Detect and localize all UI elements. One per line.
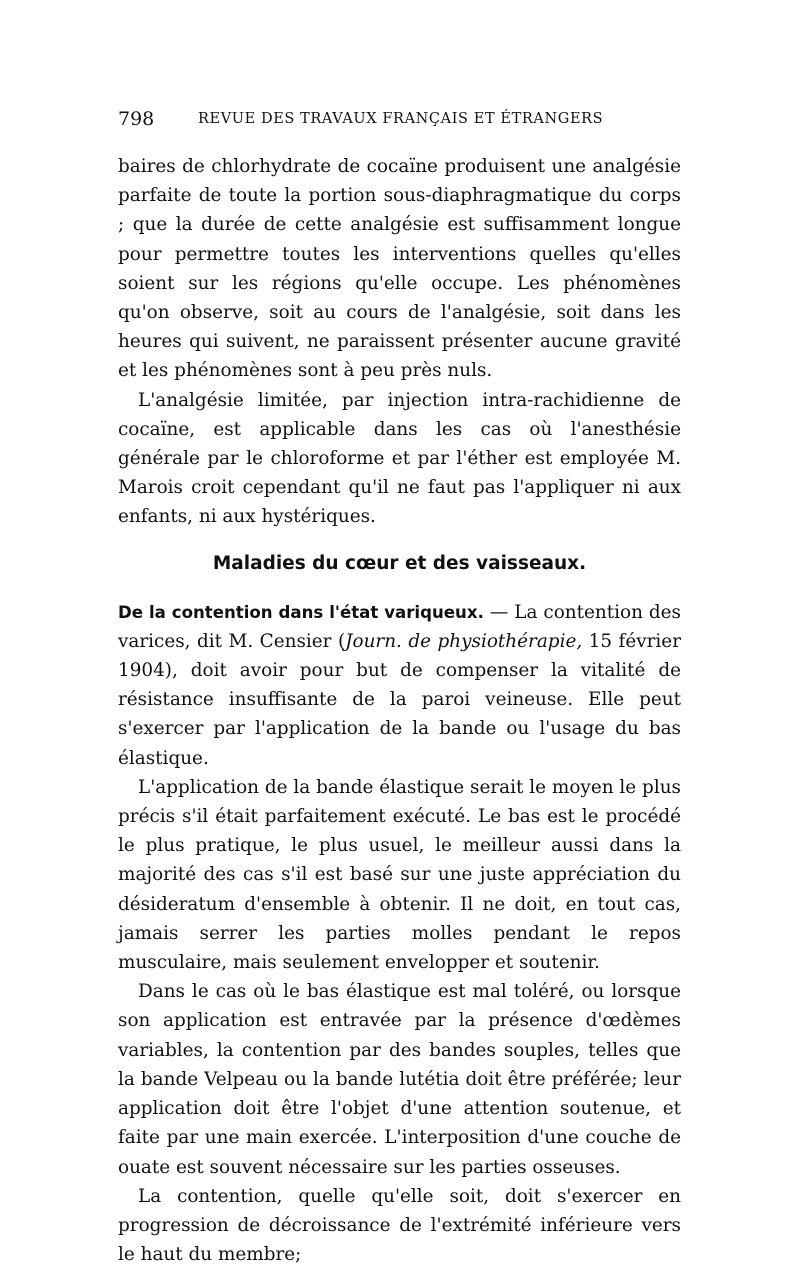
running-title: REVUE DES TRAVAUX FRANÇAIS ET ÉTRANGERS — [198, 111, 604, 127]
body-text — [118, 152, 681, 1269]
paragraph-contention: La contention, quelle qu'elle soit, doit s'exercer en progression de décroissance de l'extrémité inférieure vers le haut du membre; — [118, 1185, 681, 1266]
running-head — [118, 108, 681, 136]
paragraph-bas-elastique: Dans le cas où le bas élastique est mal toléré, ou lorsque son application est entravée par la présence d'œdèmes variables, la contention par des bandes souples, telles que la bande Velpeau ou la bande lutétia doit être préférée; leur application doit être l'objet d'une attention soutenue, et faite par une main exercée. L'interposition d'une couche de ouate est souvent nécessaire sur les parties osseuses. — [118, 981, 681, 1178]
article-subhead: De la contention dans l'état variqueux. — [118, 602, 484, 622]
citation-journal: Journ. de physiothérapie, — [345, 630, 583, 652]
paragraph-bande-elastique: L'application de la bande élastique serait le moyen le plus précis s'il était parfaitement exécuté. Le bas est le procédé le plus pratique, le plus usuel, le meilleur aussi dans la majorité des cas s'il est basé sur une juste appréciation du désideratum d'ensemble à obtenir. Il ne doit, en tout cas, jamais serrer les parties molles pendant le repos musculaire, mais seulement envelopper et soutenir. — [118, 776, 681, 974]
article-lead-before-citation: — La contention des varices, dit M. Censier ( — [118, 601, 681, 652]
article-lead-after-citation: 15 février 1904), doit avoir pour but de compenser la vitalité de résistance insuffisante de la paroi veineuse. Elle peut s'exercer par l'application de la bande ou l'usage du bas élastique. — [118, 630, 681, 769]
section-heading: Maladies du cœur et des vaisseaux. — [212, 552, 587, 574]
article-lead-paragraph — [118, 598, 681, 773]
journal-page — [118, 108, 681, 1269]
page-number: 798 — [118, 108, 155, 130]
paragraph-analgesie: L'analgésie limitée, par injection intra-rachidienne de cocaïne, est applicable dans les cas où l'anesthésie générale par le chloroforme et par l'éther est employée M. Marois croit cependant qu'il ne faut pas l'appliquer ni aux enfants, ni aux hystériques. — [118, 389, 681, 528]
paragraph-continued: baires de chlorhydrate de cocaïne produisent une analgésie parfaite de toute la portion sous-diaphragmatique du corps ; que la durée de cette analgésie est suffisamment longue pour permettre toutes les interventions quelles qu'elles soient sur les régions qu'elle occupe. Les phénomènes qu'on observe, soit au cours de l'analgésie, soit dans les heures qui suivent, ne paraissent présenter aucune gravité et les phénomènes sont à peu près nuls. — [118, 156, 681, 382]
